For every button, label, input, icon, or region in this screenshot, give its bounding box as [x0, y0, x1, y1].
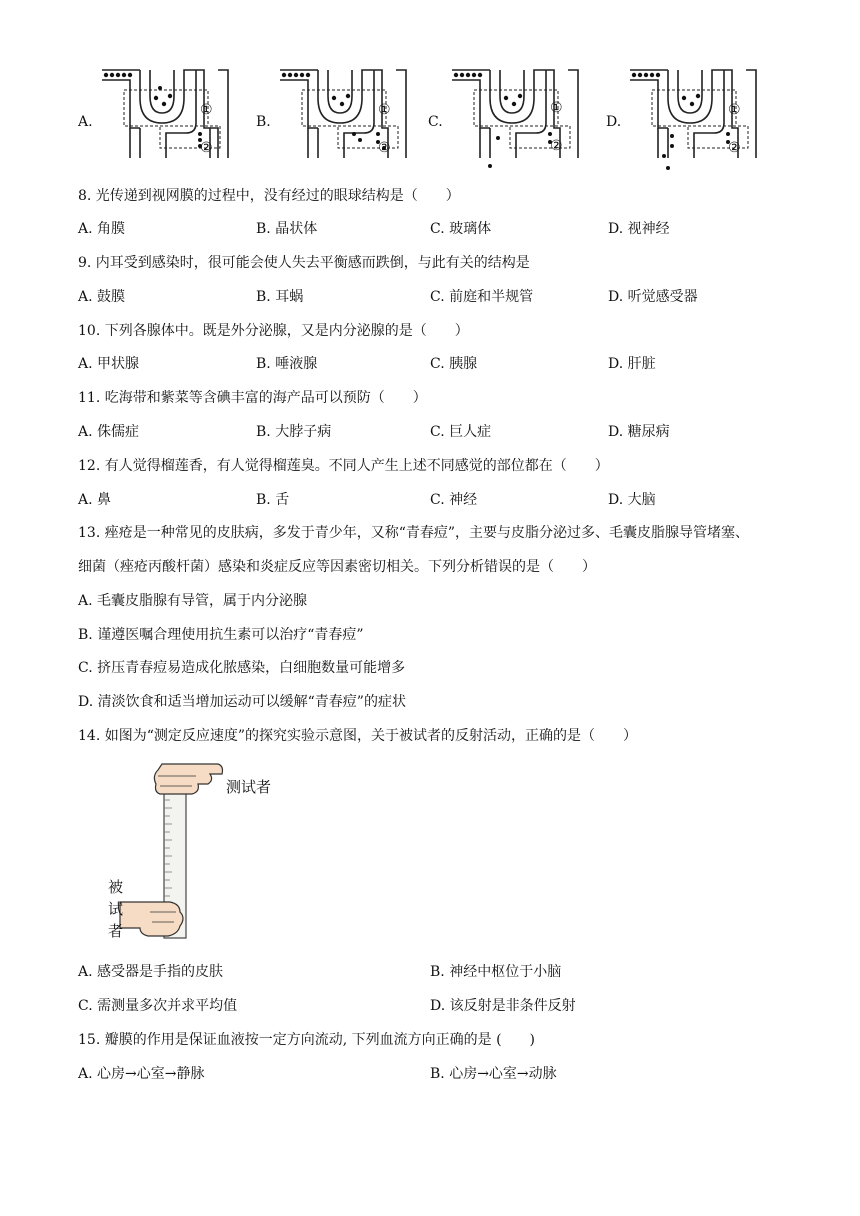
option-a[interactable]: A. 角膜 — [78, 221, 126, 237]
nephron-diagram-a — [100, 68, 240, 178]
option-b[interactable]: B. 晶状体 — [256, 221, 318, 237]
q7-option-c[interactable] — [428, 68, 618, 178]
option-b[interactable]: B. 舌 — [256, 492, 290, 508]
option-d[interactable]: D. 肝脏 — [608, 356, 656, 372]
option-b[interactable]: B. 神经中枢位于小脑 — [430, 964, 562, 980]
q7-marker-1-d: ① — [728, 102, 741, 118]
option-a[interactable]: A. 感受器是手指的皮肤 — [78, 964, 224, 980]
subject-label-char-3: 者 — [108, 922, 124, 940]
question-stem: 14. 如图为“测定反应速度”的探究实验示意图，关于被试者的反射活动，正确的是（ ） — [78, 728, 638, 744]
tester-label: 测试者 — [226, 778, 272, 796]
q7-marker-1-a: ① — [200, 102, 213, 118]
q7-option-d-letter: D. — [606, 114, 622, 130]
option-a[interactable]: A. 侏儒症 — [78, 424, 140, 440]
question-stem-line-1: 13. 痤疮是一种常见的皮肤病，多发于青少年，又称“青春痘”，主要与皮脂分泌过多、毛囊皮脂腺导管堵塞、 — [78, 525, 750, 541]
q7-option-b-letter: B. — [256, 114, 271, 130]
option-d[interactable]: D. 清淡饮食和适当增加运动可以缓解“青春痘”的症状 — [78, 694, 406, 710]
option-a[interactable]: A. 毛囊皮脂腺有导管，属于内分泌腺 — [78, 593, 308, 609]
nephron-diagram-c — [450, 68, 590, 178]
option-a[interactable]: A. 鼻 — [78, 492, 112, 508]
question-stem: 11. 吃海带和紫菜等含碘丰富的海产品可以预防（ ） — [78, 390, 427, 406]
q7-option-b[interactable] — [256, 68, 446, 178]
option-b[interactable]: B. 唾液腺 — [256, 356, 318, 372]
option-d[interactable]: D. 该反射是非条件反射 — [430, 998, 576, 1014]
option-d[interactable]: D. 糖尿病 — [608, 424, 670, 440]
option-d[interactable]: D. 大脑 — [608, 492, 656, 508]
q7-option-a-letter: A. — [78, 114, 93, 130]
subject-label-char-1: 被 — [108, 878, 124, 896]
question-stem: 9. 内耳受到感染时，很可能会使人失去平衡感而跌倒，与此有关的结构是 — [78, 255, 530, 271]
q7-marker-1-b: ① — [378, 102, 391, 118]
option-a[interactable]: A. 甲状腺 — [78, 356, 140, 372]
option-d[interactable]: D. 视神经 — [608, 221, 670, 237]
question-stem: 15. 瓣膜的作用是保证血液按一定方向流动, 下列血流方向正确的是 ( ) — [78, 1032, 535, 1048]
option-c[interactable]: C. 前庭和半规管 — [430, 289, 534, 305]
option-c[interactable]: C. 玻璃体 — [430, 221, 492, 237]
option-d[interactable]: D. 听觉感受器 — [608, 289, 698, 305]
q7-marker-2-d: ② — [728, 140, 741, 156]
option-c[interactable]: C. 挤压青春痘易造成化脓感染，白细胞数量可能增多 — [78, 660, 406, 676]
subject-label-char-2: 试 — [108, 900, 124, 918]
question-stem: 10. 下列各腺体中。既是外分泌腺，又是内分泌腺的是（ ） — [78, 323, 469, 339]
option-c[interactable]: C. 需测量多次并求平均值 — [78, 998, 238, 1014]
option-c[interactable]: C. 神经 — [430, 492, 478, 508]
question-stem: 12. 有人觉得榴莲香，有人觉得榴莲臭。不同人产生上述不同感觉的部位都在（ ） — [78, 458, 609, 474]
reaction-test-figure — [100, 762, 290, 942]
q7-marker-1-c: ① — [550, 100, 563, 116]
option-c[interactable]: C. 巨人症 — [430, 424, 492, 440]
q7-option-c-letter: C. — [428, 114, 443, 130]
option-b[interactable]: B. 谨遵医嘱合理使用抗生素可以治疗“青春痘” — [78, 627, 364, 643]
question-stem: 8. 光传递到视网膜的过程中，没有经过的眼球结构是（ ） — [78, 188, 460, 204]
option-a[interactable]: A. 鼓膜 — [78, 289, 126, 305]
subject-hand — [120, 902, 183, 936]
option-b[interactable]: B. 耳蜗 — [256, 289, 304, 305]
q7-option-d[interactable] — [606, 68, 796, 178]
q7-marker-2-b: ② — [378, 140, 391, 156]
tester-hand — [154, 764, 222, 794]
q7-marker-2-a: ② — [200, 140, 213, 156]
option-a[interactable]: A. 心房→心室→静脉 — [78, 1066, 205, 1082]
nephron-diagram-d — [628, 68, 768, 178]
nephron-diagram-b — [278, 68, 418, 178]
q7-option-a[interactable] — [78, 68, 268, 178]
option-b[interactable]: B. 心房→心室→动脉 — [430, 1066, 557, 1082]
q7-marker-2-c: ② — [550, 138, 563, 154]
question-stem-line-2: 细菌（痤疮丙酸杆菌）感染和炎症反应等因素密切相关。下列分析错误的是（ ） — [78, 559, 596, 575]
option-c[interactable]: C. 胰腺 — [430, 356, 478, 372]
option-b[interactable]: B. 大脖子病 — [256, 424, 332, 440]
